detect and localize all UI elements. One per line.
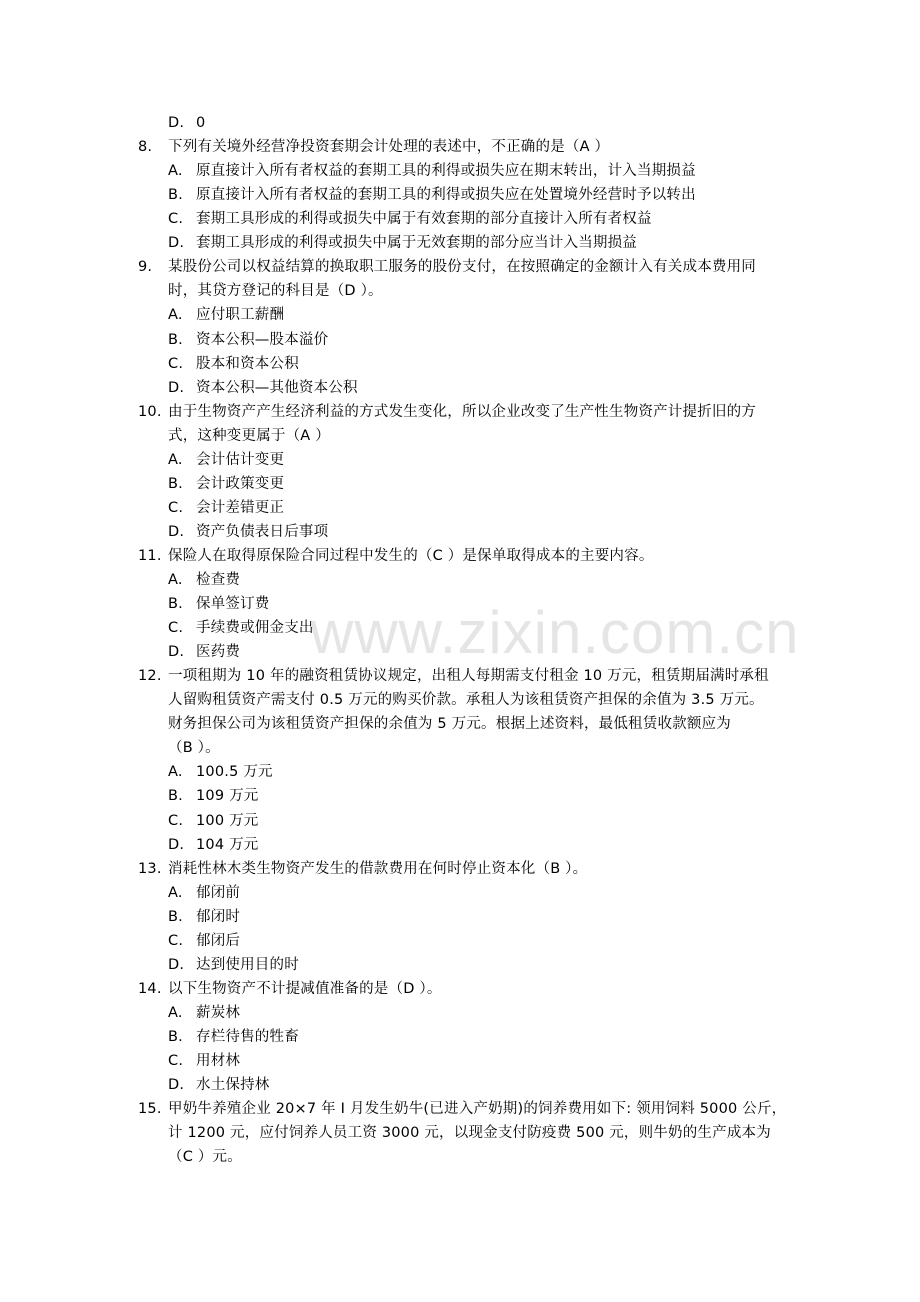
option-row: [0, 1073, 920, 1097]
option-text: 水土保持林: [196, 1077, 270, 1093]
option-label: C.: [168, 620, 184, 636]
option-text: 会计政策变更: [196, 475, 285, 492]
question-continuation-line: [0, 712, 920, 736]
question-line: [0, 135, 920, 159]
option-row: [0, 472, 920, 496]
option-label: D.: [168, 1077, 185, 1093]
option-row: [0, 376, 920, 400]
option-label: B.: [168, 908, 183, 925]
option-row: [0, 496, 920, 520]
option-row: [0, 809, 920, 833]
question-text: 以下生物资产不计提减值准备的是（D ）。: [168, 980, 442, 997]
option-label: C.: [168, 1053, 184, 1069]
option-row: [0, 929, 920, 953]
option-row: [0, 784, 920, 808]
option-row: [0, 592, 920, 616]
option-row: [0, 1001, 920, 1025]
option-text: 原直接计入所有者权益的套期工具的利得或损失应在处置境外经营时予以转出: [196, 187, 696, 204]
question-number: 14.: [138, 980, 162, 997]
option-label: D.: [168, 523, 185, 540]
option-label: A.: [168, 884, 183, 901]
option-label: A.: [168, 163, 183, 180]
option-label: A.: [168, 307, 183, 324]
option-label: D.: [168, 836, 185, 853]
option-text: 股本和资本公积: [196, 355, 299, 372]
question-number: 13.: [138, 860, 162, 877]
option-row: [0, 568, 920, 592]
option-label: D.: [168, 379, 185, 396]
option-row: [0, 303, 920, 327]
question-text: （B ）。: [168, 740, 220, 757]
question-text: 甲奶牛养殖企业 20×7 年 I 月发生奶牛(已进入产奶期)的饲养费用如下: 领用饲料 5000 公斤，: [168, 1101, 787, 1118]
option-text: 郁闭后: [196, 932, 241, 949]
option-row: [0, 207, 920, 231]
question-number: 12.: [138, 668, 162, 685]
question-text: 由于生物资产产生经济利益的方式发生变化，所以企业改变了生产性生物资产计提折旧的方: [168, 403, 756, 420]
option-text: 109 万元: [196, 788, 259, 805]
option-label: C.: [168, 812, 184, 829]
question-text: 保险人在取得原保险合同过程中发生的（C ）是保单取得成本的主要内容。: [168, 547, 654, 564]
question-text: 式，这种变更属于（A ）: [168, 427, 330, 444]
option-row: [0, 905, 920, 929]
question-text: 人留购租赁资产需支付 0.5 万元的购买价款。承租人为该租赁资产担保的余值为 3.5 万元。: [168, 692, 764, 709]
question-text: 计 1200 元，应付饲养人员工资 3000 元，以现金支付防疫费 500 元，则牛奶的生产成本为: [168, 1125, 771, 1142]
option-label: D.: [168, 956, 185, 973]
question-continuation-line: [0, 1121, 920, 1145]
option-row: [0, 640, 920, 664]
option-text: 郁闭前: [196, 884, 241, 901]
option-row: [0, 881, 920, 905]
option-text: 手续费或佣金支出: [196, 620, 314, 636]
question-text: 财务担保公司为该租赁资产担保的余值为 5 万元。根据上述资料，最低租赁收款额应为: [168, 716, 731, 733]
option-text: 100 万元: [196, 812, 259, 829]
question-line: [0, 400, 920, 424]
option-label: C.: [168, 932, 184, 949]
option-text: 原直接计入所有者权益的套期工具的利得或损失应在期末转出，计入当期损益: [196, 163, 696, 180]
question-number: 9.: [138, 259, 153, 276]
option-label: A.: [168, 1004, 183, 1021]
option-row: [0, 520, 920, 544]
question-continuation-line: [0, 688, 920, 712]
option-text: 医药费: [196, 644, 241, 661]
option-text: 薪炭林: [196, 1004, 241, 1021]
option-text: 0: [196, 115, 206, 131]
option-text: 会计差错更正: [196, 499, 285, 516]
option-label: D.: [168, 115, 185, 131]
option-text: 检查费: [196, 572, 241, 588]
question-text: （C ）元。: [168, 1149, 242, 1166]
option-text: 资本公积—股本溢价: [196, 331, 329, 348]
option-label: B.: [168, 475, 183, 492]
question-continuation-line: [0, 279, 920, 303]
option-label: A.: [168, 572, 183, 588]
question-number: 8.: [138, 139, 153, 156]
option-text: 会计估计变更: [196, 451, 285, 468]
watermark: www.zixin.com.cn: [310, 599, 800, 666]
option-text: 保单签订费: [196, 596, 270, 612]
option-label: B.: [168, 596, 183, 612]
option-label: B.: [168, 788, 183, 805]
question-line: [0, 977, 920, 1001]
option-row: [0, 760, 920, 784]
option-text: 达到使用目的时: [196, 956, 299, 973]
option-label: B.: [168, 331, 183, 348]
option-row: [0, 833, 920, 857]
option-label: A.: [168, 451, 183, 468]
question-line: [0, 1097, 920, 1121]
option-label: B.: [168, 1028, 183, 1045]
question-text: 消耗性林木类生物资产发生的借款费用在何时停止资本化（B ）。: [168, 860, 588, 877]
option-row: [0, 1025, 920, 1049]
option-label: B.: [168, 187, 183, 204]
option-row: [0, 448, 920, 472]
question-text: 一项租期为 10 年的融资租赁协议规定，出租人每期需支付租金 10 万元，租赁期届满时承租: [168, 668, 769, 685]
option-row: [0, 352, 920, 376]
option-row: [0, 231, 920, 255]
option-text: 存栏待售的牲畜: [196, 1028, 299, 1045]
option-text: 资本公积—其他资本公积: [196, 379, 358, 396]
question-line: [0, 255, 920, 279]
question-number: 10.: [138, 403, 162, 420]
question-text: 下列有关境外经营净投资套期会计处理的表述中，不正确的是（A ）: [168, 139, 610, 156]
option-text: 用材林: [196, 1053, 241, 1069]
option-row: [0, 159, 920, 183]
option-label: D.: [168, 235, 185, 252]
question-continuation-line: [0, 1145, 920, 1169]
option-text: 应付职工薪酬: [196, 307, 285, 324]
question-continuation-line: [0, 424, 920, 448]
option-text: 郁闭时: [196, 908, 241, 925]
option-label: A.: [168, 764, 183, 781]
option-label: D.: [168, 644, 185, 661]
option-text: 104 万元: [196, 836, 259, 853]
question-text: 时，其贷方登记的科目是（D ）。: [168, 283, 383, 300]
option-row: [0, 328, 920, 352]
question-line: [0, 544, 920, 568]
option-text: 100.5 万元: [196, 764, 273, 781]
option-text: 资产负债表日后事项: [196, 523, 329, 540]
question-number: 15.: [138, 1101, 162, 1118]
option-row: [0, 953, 920, 977]
option-label: C.: [168, 355, 184, 372]
question-line: [0, 857, 920, 881]
option-text: 套期工具形成的利得或损失中属于无效套期的部分应当计入当期损益: [196, 235, 637, 252]
option-text: 套期工具形成的利得或损失中属于有效套期的部分直接计入所有者权益: [196, 211, 652, 228]
option-label: C.: [168, 211, 184, 228]
option-row: [0, 1049, 920, 1073]
question-number: 11.: [138, 547, 162, 564]
option-row: [0, 111, 920, 135]
question-text: 某股份公司以权益结算的换取职工服务的股份支付，在按照确定的金额计入有关成本费用同: [168, 259, 756, 276]
question-continuation-line: [0, 736, 920, 760]
option-row: [0, 183, 920, 207]
option-row: [0, 616, 920, 640]
question-line: [0, 664, 920, 688]
option-label: C.: [168, 499, 184, 516]
